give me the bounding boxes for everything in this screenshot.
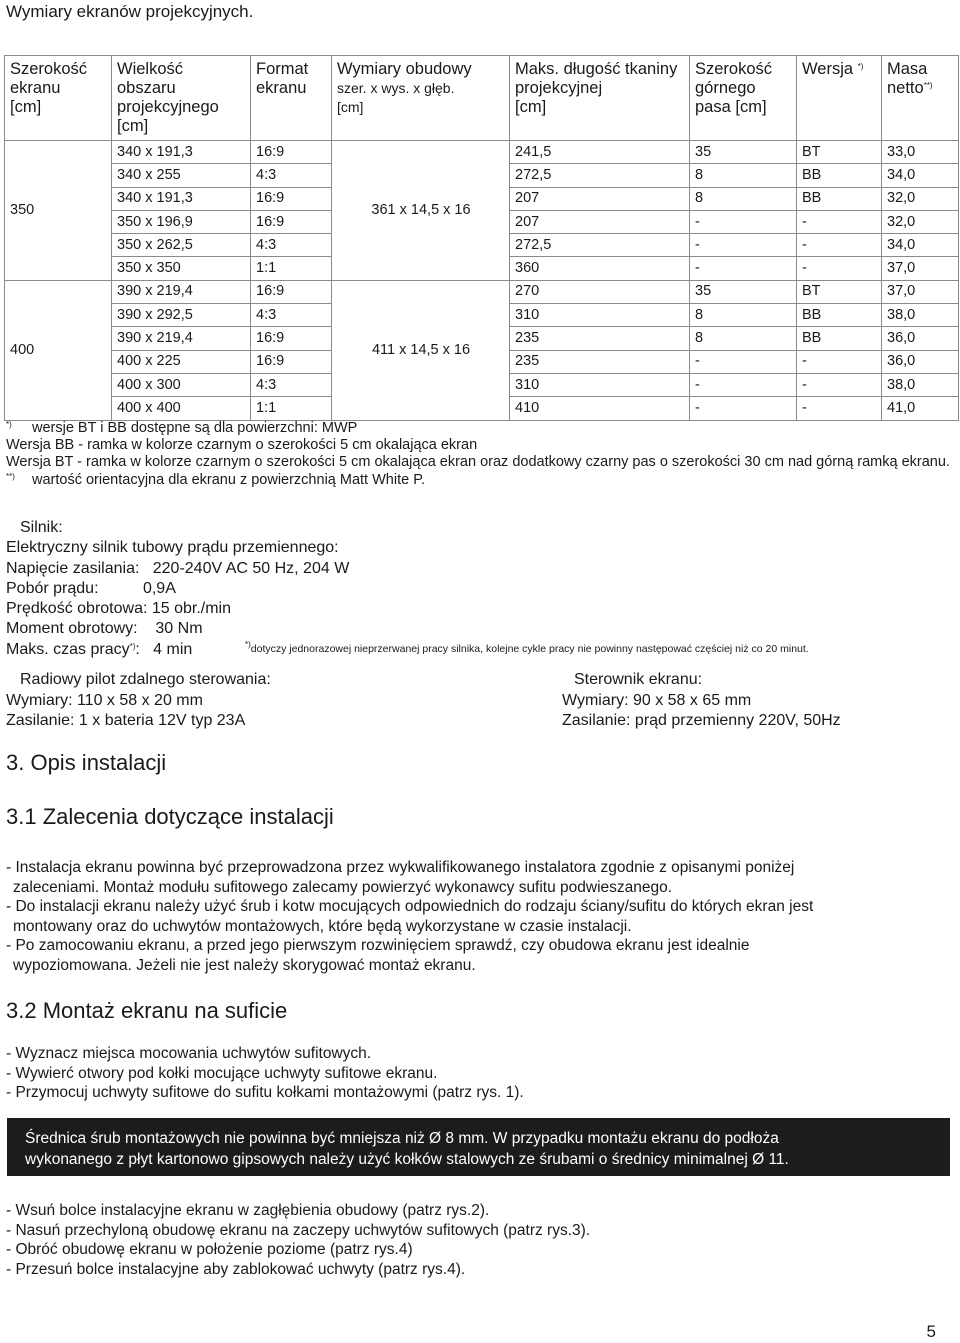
list-item: - Wywierć otwory pod kołki mocujące uchwyty sufitowe ekranu. [6,1064,438,1082]
net-mass-cell: 38,0 [882,373,959,396]
top-strip-cell: 35 [690,280,797,303]
fabric-length-cell: 235 [510,327,690,350]
projection-area-cell: 350 x 350 [112,257,251,280]
format-cell: 4:3 [251,234,332,257]
footnote-mark: *) [6,420,12,429]
header-format: Format ekranu [251,56,332,141]
format-cell: 1:1 [251,257,332,280]
top-strip-cell: - [690,234,797,257]
list-item: - Wyznacz miejsca mocowania uchwytów sufitowych. [6,1045,372,1062]
format-cell: 16:9 [251,210,332,233]
top-strip-cell: 35 [690,141,797,164]
fabric-length-cell: 241,5 [510,141,690,164]
format-cell: 4:3 [251,304,332,327]
version-cell: - [797,234,882,257]
net-mass-cell: 36,0 [882,327,959,350]
header-net-mass: Masa netto**) [882,56,959,141]
net-mass-cell: 37,0 [882,257,959,280]
installation-recommendations: - Instalacja ekranu powinna być przeprowadzona przez wykwalifikowanego instalatora zgodnie z opisanymi poniżej zaleceniami. Montaż modułu sufitowego zalecamy powierzyć wykonawcy sufitu podwieszanego. - Do instalacji ekranu należy użyć śrub i kotw mocujących odpowiednich do rodzaju ściany/sufitu do których ekran jest montowany oraz do uchwytów montażowych, które będą wykorzystane w czasie instalacji. - Po zamocowaniu ekranu, a przed jego pierwszym rozwinięciem sprawdź, czy obudowa ekranu jest idealnie wypoziomowana. Jeżeli nie jest należy skorygować montaż ekranu. [6,859,814,974]
projection-area-cell: 340 x 255 [112,164,251,187]
fabric-length-cell: 207 [510,210,690,233]
table-row [5,280,959,303]
format-cell: 16:9 [251,327,332,350]
projection-area-cell: 390 x 219,4 [112,280,251,303]
list-item: - Nasuń przechyloną obudowę ekranu na zaczepy uchwytów sufitowych (patrz rys.3). [6,1221,591,1239]
section-heading-3-1: 3.1 Zalecenia dotyczące instalacji [6,804,334,829]
fabric-length-cell: 270 [510,280,690,303]
footnote-mark: **) [923,81,933,90]
list-item: - Wsuń bolce instalacyjne ekranu w zagłębienia obudowy (patrz rys.2). [6,1202,490,1219]
top-strip-cell: 8 [690,187,797,210]
top-strip-cell: - [690,373,797,396]
top-strip-cell: 8 [690,327,797,350]
list-item: - Przesuń bolce instalacyjne aby zablokować uchwyty (patrz rys.4). [6,1260,466,1278]
page-number: 5 [926,1322,936,1341]
projection-area-cell: 340 x 191,3 [112,141,251,164]
top-strip-cell: 8 [690,304,797,327]
top-strip-cell: - [690,350,797,373]
fabric-length-cell: 235 [510,350,690,373]
header-fabric-length: Maks. długość tkaniny projekcyjnej [cm] [510,56,690,141]
motor-specs: Silnik: Elektryczny silnik tubowy prądu przemiennego: Napięcie zasilania: 220-240V AC 50 Hz, 204 W Pobór prądu: 0,9A Prędkość obrotowa: 15 obr./min Moment obrotowy: 30 Nm Maks. czas pracy*): 4 min [6,519,350,658]
table-notes: *) wersje BT i BB dostępne są dla powierzchni: MWP Wersja BB - ramka w kolorze czarnym o szerokości 5 cm okalająca ekran Wersja BT - ramka w kolorze czarnym o szerokości 5 cm okalająca ekran oraz dodatkowy czarny pas o szerokości 30 cm nad górną ramką ekranu. **) wartość orientacyjna dla ekranu z powierzchnią Matt White P. [6,420,956,489]
list-item: - Obróć obudowę ekranu w położenie poziome (patrz rys.4) [6,1241,413,1258]
header-projection-area: Wielkość obszaru projekcyjnego [cm] [112,56,251,141]
format-cell: 4:3 [251,373,332,396]
header-housing: Wymiary obudowy szer. x wys. x głęb. [cm] [332,56,510,141]
table-header-row [5,56,959,141]
net-mass-cell: 36,0 [882,350,959,373]
projection-area-cell: 400 x 400 [112,397,251,420]
version-cell: BB [797,164,882,187]
projection-area-cell: 400 x 300 [112,373,251,396]
fabric-length-cell: 207 [510,187,690,210]
ceiling-mount-steps [6,1044,952,1103]
header-top-strip: Szerokość górnego pasa [cm] [690,56,797,141]
motor-footnote: *)dotyczy jednorazowej nieprzerwanej pracy silnika, kolejne cykle pracy nie powinny następować częściej niż co 20 minut. [245,640,809,655]
version-cell: BB [797,187,882,210]
footnote-mark: **) [6,471,15,481]
fabric-length-cell: 310 [510,373,690,396]
footnote-mark: *) [857,62,864,71]
format-cell: 16:9 [251,350,332,373]
section-heading-3: 3. Opis instalacji [6,750,167,775]
projection-area-cell: 340 x 191,3 [112,187,251,210]
remote-control-specs: Radiowy pilot zdalnego sterowania: Wymiary: 110 x 58 x 20 mm Zasilanie: 1 x bateria 12V typ 23A [6,671,271,729]
format-cell: 1:1 [251,397,332,420]
net-mass-cell: 32,0 [882,187,959,210]
screw-warning-box: Średnica śrub montażowych nie powinna być mniejsza niż Ø 8 mm. W przypadku montażu ekranu do podłoża wykonanego z płyt kartonowo gipsowych należy użyć kołków stalowych ze śrubami o średnicy minimalnej Ø 11. [7,1118,950,1176]
projection-area-cell: 350 x 262,5 [112,234,251,257]
header-screen-width: Szerokość ekranu [cm] [5,56,112,141]
fabric-length-cell: 272,5 [510,234,690,257]
net-mass-cell: 33,0 [882,141,959,164]
screen-dimensions-table [4,55,959,421]
fabric-length-cell: 360 [510,257,690,280]
header-version: Wersja *) [797,56,882,141]
projection-area-cell: 390 x 292,5 [112,304,251,327]
version-cell: - [797,350,882,373]
format-cell: 16:9 [251,187,332,210]
net-mass-cell: 41,0 [882,397,959,420]
version-cell: BT [797,280,882,303]
fabric-length-cell: 310 [510,304,690,327]
format-cell: 16:9 [251,280,332,303]
net-mass-cell: 32,0 [882,210,959,233]
top-strip-cell: 8 [690,164,797,187]
page-heading: Wymiary ekranów projekcyjnych. [6,2,254,21]
version-cell: - [797,257,882,280]
screen-width-cell: 350 [5,141,112,281]
top-strip-cell: - [690,257,797,280]
fabric-length-cell: 410 [510,397,690,420]
version-cell: - [797,397,882,420]
final-mount-steps [6,1201,952,1279]
section-heading-3-2: 3.2 Montaż ekranu na suficie [6,998,288,1023]
list-item: - Przymocuj uchwyty sufitowe do sufitu kołkami montażowymi (patrz rys. 1). [6,1084,524,1101]
top-strip-cell: - [690,210,797,233]
projection-area-cell: 350 x 196,9 [112,210,251,233]
net-mass-cell: 38,0 [882,304,959,327]
projection-area-cell: 390 x 219,4 [112,327,251,350]
top-strip-cell: - [690,397,797,420]
format-cell: 4:3 [251,164,332,187]
screen-width-cell: 400 [5,280,112,420]
version-cell: BT [797,141,882,164]
version-cell: BB [797,304,882,327]
version-cell: - [797,210,882,233]
net-mass-cell: 34,0 [882,164,959,187]
table-row [5,141,959,164]
version-cell: BB [797,327,882,350]
format-cell: 16:9 [251,141,332,164]
version-cell: - [797,373,882,396]
housing-dimensions-cell: 411 x 14,5 x 16 [332,280,510,420]
fabric-length-cell: 272,5 [510,164,690,187]
housing-dimensions-cell: 361 x 14,5 x 16 [332,141,510,281]
screen-controller-specs: Sterownik ekranu: Wymiary: 90 x 58 x 65 mm Zasilanie: prąd przemienny 220V, 50Hz [562,671,841,729]
net-mass-cell: 34,0 [882,234,959,257]
net-mass-cell: 37,0 [882,280,959,303]
projection-area-cell: 400 x 225 [112,350,251,373]
